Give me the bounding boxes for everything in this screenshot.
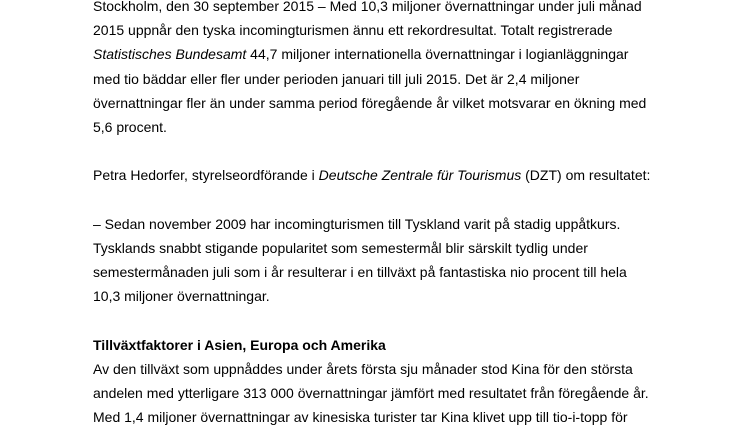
source-name-italic: Statistisches Bundesamt [93,46,247,63]
quote-line: – Sedan november 2009 har incomingturismen till Tyskland varit på stadig uppåtkurs. [93,215,621,232]
section-heading: Tillväxtfaktorer i Asien, Europa och Amerika [93,336,386,353]
paragraph-line: andelen med ytterligare 313 000 övernattningar jämfört med resultatet från föregående år. [93,385,649,401]
paragraph-line: Med 1,4 miljoner övernattningar av kinesiska turister tar Kina klivet upp till tio-i-topp för [93,409,628,426]
quote-line: semestermånaden juli som i år resulterar i en tillväxt på fantastiska nio procent till hela [93,264,627,281]
paragraph-spacer [93,139,693,163]
quote-line: 10,3 miljoner övernattningar. [93,288,270,305]
paragraph-line: Av den tillväxt som uppnåddes under årets första sju månader stod Kina för den största [93,360,633,377]
attribution-text: (DZT) om resultatet: [521,167,651,184]
document-page [93,0,693,429]
quote-line: Tysklands snabbt stigande popularitet som semestermål blir särskilt tydlig under [93,239,588,256]
paragraph-text: 44,7 miljoner internationella övernattningar i logianläggningar [246,46,629,63]
paragraph-line: med tio bäddar eller fler under perioden januari till juli 2015. Det är 2,4 miljoner [93,70,580,87]
paragraph-line [93,42,693,66]
attribution-line [93,163,693,187]
paragraph-line: övernattningar fler än under samma period föregående år vilket motsvarar en ökning med [93,94,647,111]
paragraph-spacer [93,188,693,212]
paragraph-spacer [93,308,693,332]
paragraph-line: 2015 uppnår den tyska incomingturismen ännu ett rekordresultat. Totalt registrerade [93,22,613,39]
organization-name-italic: Deutsche Zentrale für Tourismus [318,167,522,184]
attribution-text: Petra Hedorfer, styrelseordförande i [93,167,319,184]
paragraph-line: 5,6 procent. [93,118,167,135]
paragraph-line: Stockholm, den 30 september 2015 – Med 10,3 miljoner övernattningar under juli månad [93,0,642,14]
